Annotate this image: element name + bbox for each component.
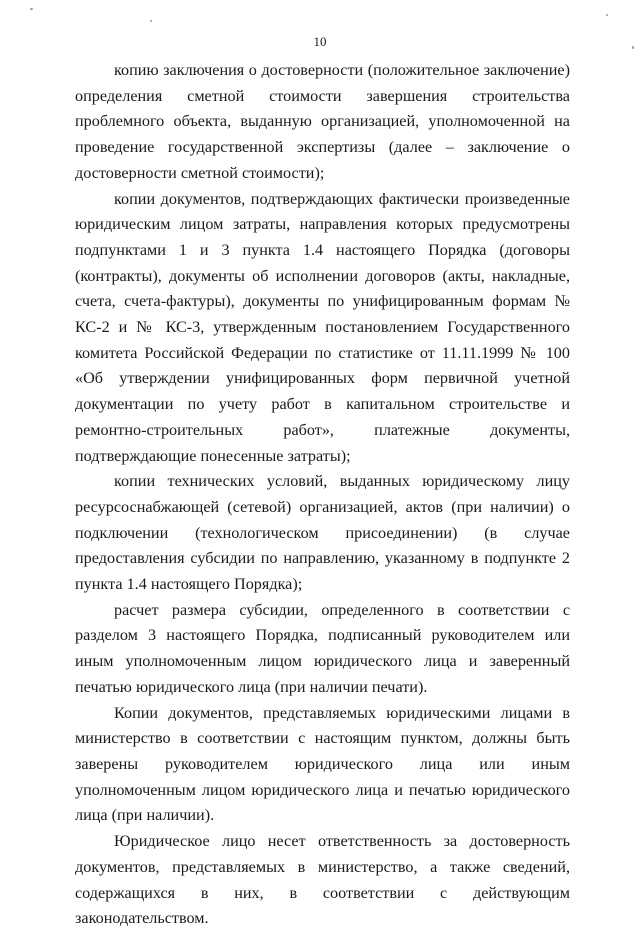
paragraph-subsidy-calculation: расчет размера субсидии, определенного в соответствии с разделом 3 настоящего Порядка, подписанный руководителем или иным уполномоченным лицом юридического лица и заверенный печатью юридического лица (при наличии печати).	[75, 600, 570, 696]
scan-speck	[30, 8, 33, 10]
paragraph-expense-documents: копии документов, подтверждающих фактически произведенные юридическим лицом затраты, направления которых предусмотрены подпунктами 1 и 3 пункта 1.4 настоящего Порядка (договоры (контракты), документы об исполнении договоров (акты, накладные, счета, счета-фактуры), документы по унифицированным формам № КС-2 и № КС-3, утвержденным постановлением Государственного комитета Российской Федерации по статистике от 11.11.1999 № 100 «Об утверждении унифицированных форм первичной учетной документации по учету работ в капитальном строительстве и ремонтно-строительных работ», платежные документы, подтверждающие понесенные затраты);	[75, 189, 570, 465]
paragraph-responsibility: Юридическое лицо несет ответственность за достоверность документов, представляемых в министерство, а также сведений, содержащихся в них, в соответствии с действующим законодательством.	[75, 832, 570, 928]
document-body	[75, 58, 570, 932]
scan-speck	[150, 20, 152, 22]
paragraph-technical-conditions: копии технических условий, выданных юридическому лицу ресурсоснабжающей (сетевой) организацией, актов (при наличии) о подключении (технологическом присоединении) (в случае предоставления субсидии по направлению, указанному в подпункте 2 пункта 1.4 настоящего Порядка);	[75, 472, 570, 594]
scan-speck	[606, 14, 608, 16]
paragraph-certification: Копии документов, представляемых юридическими лицами в министерство в соответствии с настоящим пунктом, должны быть заверены руководителем юридического лица или иным уполномоченным лицом юридического лица и печатью юридического лица (при наличии).	[75, 703, 570, 825]
page-number: 10	[313, 34, 327, 49]
paragraph-estimate-conclusion: копию заключения о достоверности (положительное заключение) определения сметной стоимости завершения строительства проблемного объекта, выданную организацией, уполномоченной на проведение государственной экспертизы (далее – заключение о достоверности сметной стоимости);	[75, 61, 570, 182]
